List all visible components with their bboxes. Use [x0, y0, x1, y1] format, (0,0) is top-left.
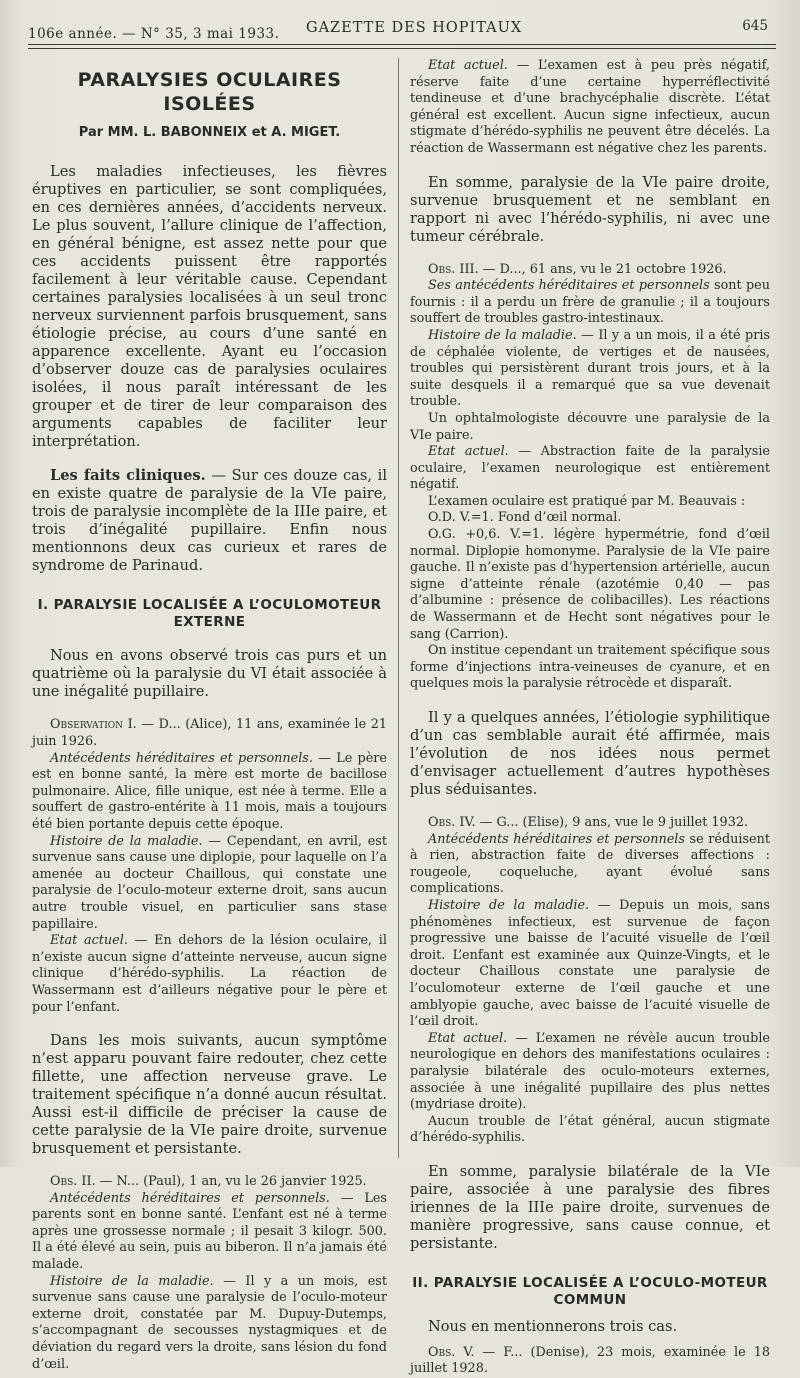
- journal-title: GAZETTE DES HOPITAUX: [306, 20, 523, 36]
- clinical-facts-label: Les faits cliniques.: [50, 467, 206, 485]
- observation-1-summary: Dans les mois suivants, aucun symptôme n’est apparu pouvant faire redouter, chez cette fillette, une affection nerveuse grave. Le traitement spécifique n’a donné aucun résultat. Aussi est-il difficile de préciser la cause de cette paralysie de la VIe paire droite, survenue brusquement et persistante.: [32, 1032, 387, 1158]
- header-rule-thin: [28, 48, 776, 49]
- observation-4-history: Histoire de la maladie. — Depuis un mois, sans phénomènes infectieux, est survenue de façon progressive une baisse de l’acuité visuelle de l’œil droit. L’enfant est examinée aux Quinze-Vingts, et le docteur Chaillous constate une paralysie de l’oculomoteur externe de l’œil gauche et une amblyopie gauche, avec baisse de l’acuité visuelle de l’œil droit.: [410, 897, 770, 1030]
- observation-1-heading: Observation I. — D... (Alice), 11 ans, examinée le 21 juin 1926.: [32, 717, 388, 749]
- observation-4-state: Etat actuel. — L’examen ne révèle aucun trouble neurologique en dehors des manifestations oculaires : paralysie bilatérale des oculo-moteurs externes, associée à une inégalité pupillaire des plus nettes (mydriase droite).: [410, 1030, 770, 1113]
- observation-2-heading: Obs. II. — N... (Paul), 1 an, vu le 26 janvier 1925.: [50, 1174, 367, 1190]
- observation-1-history: Histoire de la maladie. — Cependant, en avril, est survenue sans cause une diplopie, pour laquelle on l’a amenée au docteur Chaillous, qui constate une paralysie de l’oculo-moteur externe droit, sans aucun autre trouble visuel, en particulier sans stase papillaire.: [32, 833, 387, 932]
- article-title: PARALYSIES OCULAIRES ISOLÉES: [77, 69, 342, 115]
- page-number: 645: [742, 18, 768, 34]
- observation-3-discussion: Il y a quelques années, l’étiologie syphilitique d’un cas semblable aurait été affirmée, mais l’évolution de nos idées nous permet d’envisager actuellement d’autres hypothèses plus séduisantes.: [410, 709, 770, 798]
- observation-4-antecedents: Antécédents héréditaires et personnels se réduisent à rien, abstraction faite de diverses affections : rougeole, coqueluche, ayant évolué sans complications.: [410, 831, 770, 897]
- observation-1-state: Etat actuel. — En dehors de la lésion oculaire, il n’existe aucun signe d’atteinte nerveuse, aucun signe clinique d’hérédo-syphilis. La réaction de Wassermann est d’ailleurs négative pour le père et pour l’enfant.: [32, 933, 387, 1015]
- observation-3-history: Histoire de la maladie. — Il y a un mois, il a été pris de céphalée violente, de vertiges et de nausées, troubles qui persistèrent durant trois jours, et à la suite desquels il a remarqué que sa vue devenait trouble.: [410, 327, 770, 410]
- observation-3-treatment: On institue cependant un traitement spécifique sous forme d’injections intra-veineuses de cyanure, et en quelques mois la paralysie rétrocède et disparaît.: [410, 643, 770, 692]
- left-column: [32, 58, 387, 1373]
- observation-1-antecedents: Antécédents héréditaires et personnels. — Le père est en bonne santé, la mère est morte de bacillose pulmonaire. Alice, fille unique, est née à terme. Elle a souffert de gastro-entérite à 11 mois, mais a toujours été bien portante depuis cette époque.: [32, 750, 387, 832]
- section-1-intro: Nous en avons observé trois cas purs et un quatrième où la paralysie du VI était associée à une inégalité pupillaire.: [32, 647, 387, 701]
- observation-3-ophthalmologist: Un ophtalmologiste découvre une paralysie de la VIe paire.: [410, 410, 770, 443]
- observation-3-state: Etat actuel. — Abstraction faite de la paralysie oculaire, l’examen neurologique est entièrement négatif.: [410, 444, 770, 493]
- column-divider: [398, 58, 399, 1158]
- issue-info: 106e année. — N° 35, 3 mai 1933.: [28, 26, 280, 42]
- section-title-1: I. PARALYSIE LOCALISÉE A L’OCULOMOTEUR EXTERNE: [37, 597, 382, 631]
- article-authors: Par MM. L. BABONNEIX et A. MIGET.: [78, 125, 341, 140]
- observation-3-heading: Obs. III. — D..., 61 ans, vu le 21 octobre 1926.: [428, 261, 727, 277]
- observation-3-right-eye: O.D. V.=1. Fond d’œil normal.: [428, 510, 622, 526]
- observation-4-general: Aucun trouble de l’état général, aucun stigmate d’hérédo-syphilis.: [410, 1113, 770, 1146]
- observation-3-antecedents: Ses antécédents héréditaires et personnels sont peu fournis : il a perdu un frère de granulie ; il a toujours souffert de troubles gastro-intestinaux.: [410, 278, 770, 327]
- observation-2-history: Histoire de la maladie. — Il y a un mois, est survenue sans cause une paralysie de l’oculo-moteur externe droit, constatée par M. Dupuy-Dutemps, s’accompagnant de secousses nystagmiques et de déviation du regard vers la droite, sans lésion du fond d’œil.: [32, 1273, 387, 1372]
- section-title-2-line-1: II. PARALYSIE LOCALISÉE A L’OCULO-MOTEUR: [412, 1274, 768, 1291]
- right-column: [410, 58, 770, 1378]
- header-rule: [28, 44, 776, 45]
- section-2-intro: Nous en mentionnerons trois cas.: [428, 1317, 678, 1335]
- section-title-2-line-2: COMMUN: [553, 1291, 627, 1308]
- observation-2-antecedents: Antécédents héréditaires et personnels. — Les parents sont en bonne santé. L’enfant est né à terme après une grossesse normale ; il pesait 3 kilogr. 500. Il a été élevé au sein, puis au biberon. Il n’a jamais été malade.: [32, 1190, 387, 1273]
- observation-2-summary: En somme, paralysie de la VIe paire droite, survenue brusquement et ne semblant en rapport ni avec l’hérédo-syphilis, ni avec une tumeur cérébrale.: [410, 173, 770, 245]
- observation-4-summary: En somme, paralysie bilatérale de la VIe paire, associée à une paralysie des fibres iriennes de la IIIe paire droite, survenues de manière progressive, sans cause connue, et persistante.: [410, 1162, 770, 1252]
- observation-3-left-eye: O.G. +0,6. V.=1. légère hypermétrie, fond d’œil normal. Diplopie homonyme. Paralysie de la VIe paire gauche. Il n’existe pas d’hypertension artérielle, aucun signe d’atteinte rénale (azotémie 0,40 — pas d’albumine : présence de colibacilles). Les réactions de Wassermann et de Hecht sont négatives pour le sang (Carrion).: [410, 527, 770, 642]
- observation-5-heading: Obs. V. — F... (Denise), 23 mois, examinée le 18 juillet 1928.: [410, 1344, 770, 1377]
- observation-3-exam: L’examen oculaire est pratiqué par M. Beauvais :: [428, 493, 746, 509]
- observation-4-heading: Obs. IV. — G... (Elise), 9 ans, vue le 9 juillet 1932.: [428, 815, 749, 830]
- intro-paragraph: Les maladies infectieuses, les fièvres éruptives en particulier, se sont compliquées, en ces dernières années, d’accidents nerveux. Le plus souvent, l’allure clinique de l’affection, en général bénigne, est assez nette pour que ces accidents puissent être rapportés facilement à leur véritable cause. Cependant certaines paralysies localisées à un seul tronc nerveux surviennent parfois brusquement, sans étiologie précise, au cours d’une santé en apparence excellente. Ayant eu l’occasion d’observer douze cas de paralysies oculaires isolées, il nous paraît intéressant de les grouper et de tirer de leur comparaison des arguments capables de faciliter leur interprétation.: [32, 163, 387, 451]
- observation-2-state: Etat actuel. — L’examen est à peu près négatif, réserve faite d’une certaine hyperréflectivité tendineuse et d’une brachycéphalie discrète. L’état général est excellent. Aucun signe infectieux, aucun stigmate d’hérédo-syphilis ne peuvent être décelés. La réaction de Wassermann est négative chez les parents.: [410, 58, 770, 156]
- clinical-facts-paragraph: Les faits cliniques. — Sur ces douze cas, il en existe quatre de paralysie de la VIe paire, trois de paralysie incomplète de la IIIe paire, et trois d’inégalité pupillaire. Enfin nous mentionnons deux cas curieux et rares de syndrome de Parinaud.: [32, 467, 387, 575]
